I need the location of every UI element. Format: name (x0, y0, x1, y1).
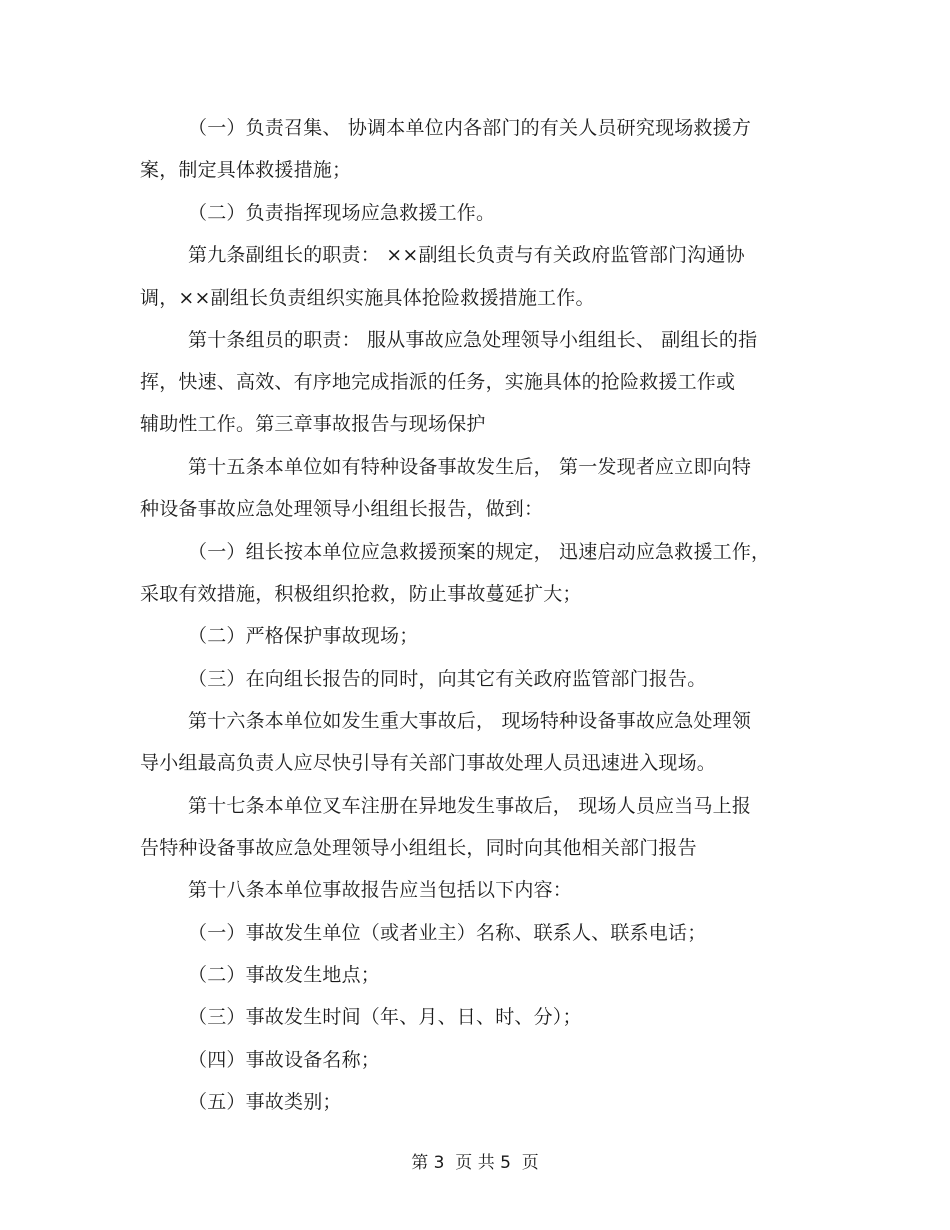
text-line: 案，制定具体救援措施； (140, 159, 352, 181)
text-line: （二）严格保护事故现场； (188, 625, 419, 647)
text-line: 种设备事故应急处理领导小组组长报告，做到： (140, 498, 544, 520)
text-line: （三）在向组长报告的同时，向其它有关政府监管部门报告。 (188, 668, 707, 690)
text-line: （二）负责指挥现场应急救援工作。 (188, 202, 496, 224)
text-line: 辅助性工作。第三章事故报告与现场保护 (140, 413, 486, 435)
text-line: 第十八条本单位事故报告应当包括以下内容： (188, 879, 573, 901)
text-line: 第九条副组长的职责： ××副组长负责与有关政府监管部门沟通协 (188, 244, 745, 266)
text-line: （四）事故设备名称； (188, 1049, 381, 1071)
text-line: （三）事故发生时间（年、月、日、时、分）； (188, 1006, 582, 1028)
text-line: （一）事故发生单位（或者业主）名称、联系人、联系电话； (188, 922, 707, 944)
text-line: 第十七条本单位叉车注册在异地发生事故后， 现场人员应当马上报 (188, 795, 752, 817)
text-line: 告特种设备事故应急处理领导小组组长，同时向其他相关部门报告 (140, 837, 697, 859)
text-line: 第十五条本单位如有特种设备事故发生后， 第一发现者应立即向特 (188, 456, 752, 478)
text-line: 调，××副组长负责组织实施具体抢险救援措施工作。 (140, 287, 595, 309)
text-line: 导小组最高负责人应尽快引导有关部门事故处理人员迅速进入现场。 (140, 752, 717, 774)
text-line: 第十条组员的职责： 服从事故应急处理领导小组组长、 副组长的指 (188, 329, 758, 351)
text-line: （五）事故类别； (188, 1091, 342, 1113)
text-line: （一）负责召集、 协调本单位内各部门的有关人员研究现场救援方 (188, 117, 752, 139)
text-line: 第十六条本单位如发生重大事故后， 现场特种设备事故应急处理领 (188, 710, 752, 732)
text-line: 采取有效措施，积极组织抢救，防止事故蔓延扩大； (140, 583, 582, 605)
text-line: 挥，快速、高效、有序地完成指派的任务，实施具体的抢险救援工作或 (140, 371, 736, 393)
text-line: （一）组长按本单位应急救援预案的规定， 迅速启动应急救援工作， (188, 541, 771, 563)
text-line: （二）事故发生地点； (188, 964, 381, 986)
page-footer: 第 3 页 共 5 页 (411, 1153, 539, 1173)
